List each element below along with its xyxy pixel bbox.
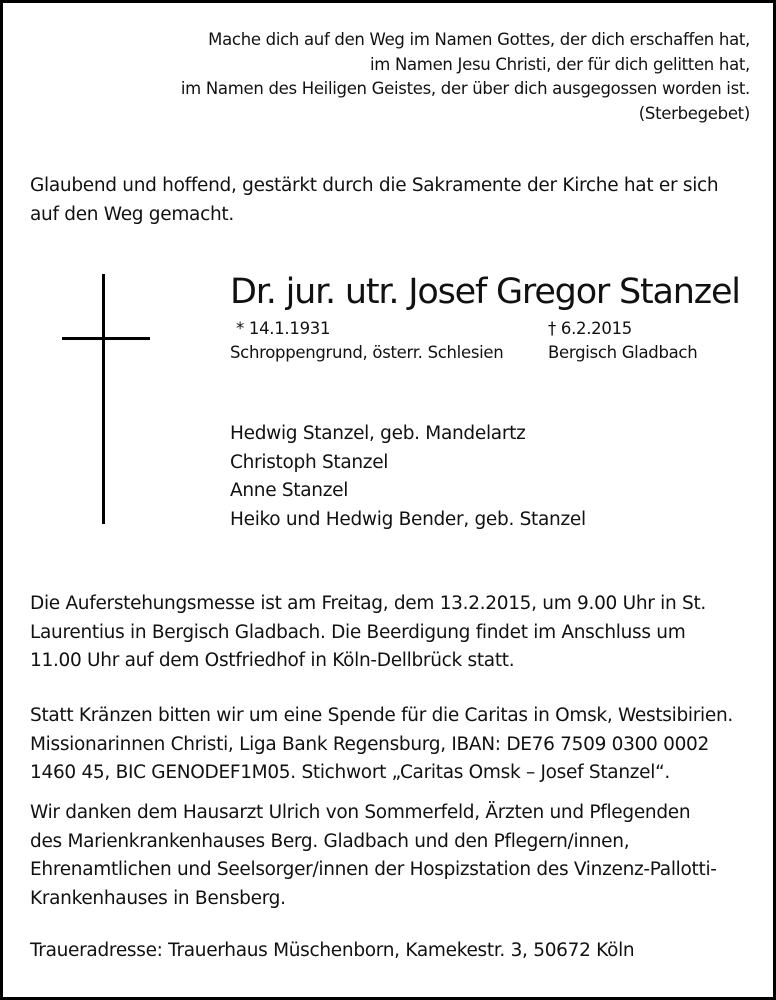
intro-text: Glaubend und hoffend, gestärkt durch die Sakramente der Kirche hat er sich auf den Weg gemacht. (30, 175, 719, 225)
cross-icon-vertical (102, 274, 105, 524)
prayer-quote (181, 28, 750, 126)
mass-text: Die Auferstehungsmesse ist am Freitag, dem 13.2.2015, um 9.00 Uhr in St. Laurentius in Bergisch Gladbach. Die Beerdigung findet im Anschluss um 11.00 Uhr auf dem Ostfriedhof in Köln-Dellbrück statt. (30, 593, 706, 671)
death-date: † 6.2.2015 (548, 319, 632, 338)
prayer-source: (Sterbegebet) (638, 103, 750, 123)
prayer-line: im Namen Jesu Christi, der für dich gelitten hat, (369, 54, 750, 74)
mourner-name: Hedwig Stanzel, geb. Mandelartz (230, 423, 526, 444)
mourner-name: Christoph Stanzel (230, 451, 389, 473)
thanks-text: Wir danken dem Hausarzt Ulrich von Sommerfeld, Ärzten und Pflegenden des Marienkrankenhauses Berg. Gladbach und den Pflegern/innen, Ehrenamtlichen und Seelsorger/innen der Hospizstation des Vinzenz-Pallotti-Krankenhauses in Bensberg. (30, 802, 717, 909)
birth-place: Schroppengrund, österr. Schlesien (230, 343, 504, 362)
mourner-name: Heiko und Hedwig Bender, geb. Stanzel (230, 508, 586, 530)
deceased-name: Dr. jur. utr. Josef Gregor Stanzel (230, 272, 740, 312)
prayer-line: im Namen des Heiligen Geistes, der über dich ausgegossen worden ist. (180, 79, 750, 98)
cross-icon-horizontal (62, 337, 150, 340)
mourners-list (230, 420, 586, 534)
death-place: Bergisch Gladbach (548, 343, 698, 362)
birth-date: * 14.1.1931 (236, 319, 331, 338)
address-text: Traueradresse: Trauerhaus Müschenborn, Kamekestr. 3, 50672 Köln (30, 940, 635, 961)
mourner-name: Anne Stanzel (230, 480, 349, 501)
prayer-line: Mache dich auf den Weg im Namen Gottes, der dich erschaffen hat, (208, 30, 750, 49)
donation-text: Statt Kränzen bitten wir um eine Spende für die Caritas in Omsk, Westsibirien. Missionarinnen Christi, Liga Bank Regensburg, IBAN: DE76 7509 0300 0002 1460 45, BIC GENODEF1M05. Stichwort „Caritas Omsk – Josef Stanzel“. (30, 705, 733, 783)
